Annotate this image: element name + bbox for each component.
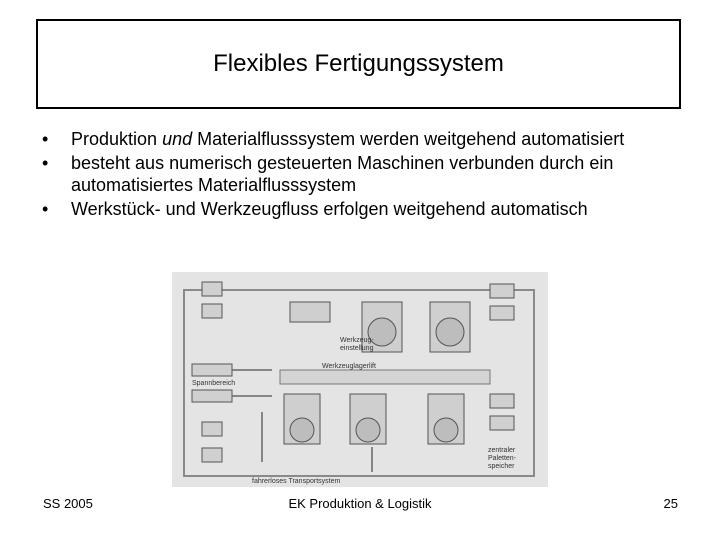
bullet-text: besteht aus numerisch gesteuerten Maschinen verbunden durch ein automatisiertes Materialflusssystem xyxy=(71,153,614,195)
label-pallet-storage-3: speicher xyxy=(488,463,515,470)
bullet-glyph: • xyxy=(42,153,49,173)
bullet-text: Produktion xyxy=(71,129,163,149)
bullet-item xyxy=(36,198,696,220)
bullet-list xyxy=(36,128,696,222)
label-pallet-storage-2: Paletten- xyxy=(488,455,517,462)
machine-bottom-row xyxy=(284,394,464,444)
tool-storage-rail xyxy=(280,370,490,384)
label-tool-storage: Werkzeuglagerlift xyxy=(322,363,376,370)
label-tool-setup: Werkzeug- xyxy=(340,337,374,344)
label-transport-system: fahrerloses Transportsystem xyxy=(252,478,341,485)
bullet-item xyxy=(36,128,696,150)
label-clamping-area: Spannbereich xyxy=(192,380,236,387)
bullet-emphasis: und xyxy=(162,129,193,149)
title-box xyxy=(36,19,681,109)
bullet-text: Werkstück- und Werkzeugfluss erfolgen weitgehend automatisch xyxy=(71,199,588,219)
fms-layout-diagram xyxy=(172,272,548,487)
bullet-glyph: • xyxy=(42,199,49,219)
slide-title: Flexibles Fertigungssystem xyxy=(213,50,504,77)
bullet-glyph: • xyxy=(42,129,49,149)
label-tool-setup-2: einstellung xyxy=(340,345,374,352)
bullet-text: Materialflusssystem werden weitgehend automatisiert xyxy=(192,129,625,149)
footer-course: EK Produktion & Logistik xyxy=(288,496,432,511)
footer-page-number: 25 xyxy=(663,496,678,511)
label-pallet-storage: zentraler xyxy=(488,447,516,454)
fms-diagram-svg xyxy=(172,272,548,487)
bullet-item xyxy=(36,152,696,196)
footer-semester: SS 2005 xyxy=(43,496,93,511)
